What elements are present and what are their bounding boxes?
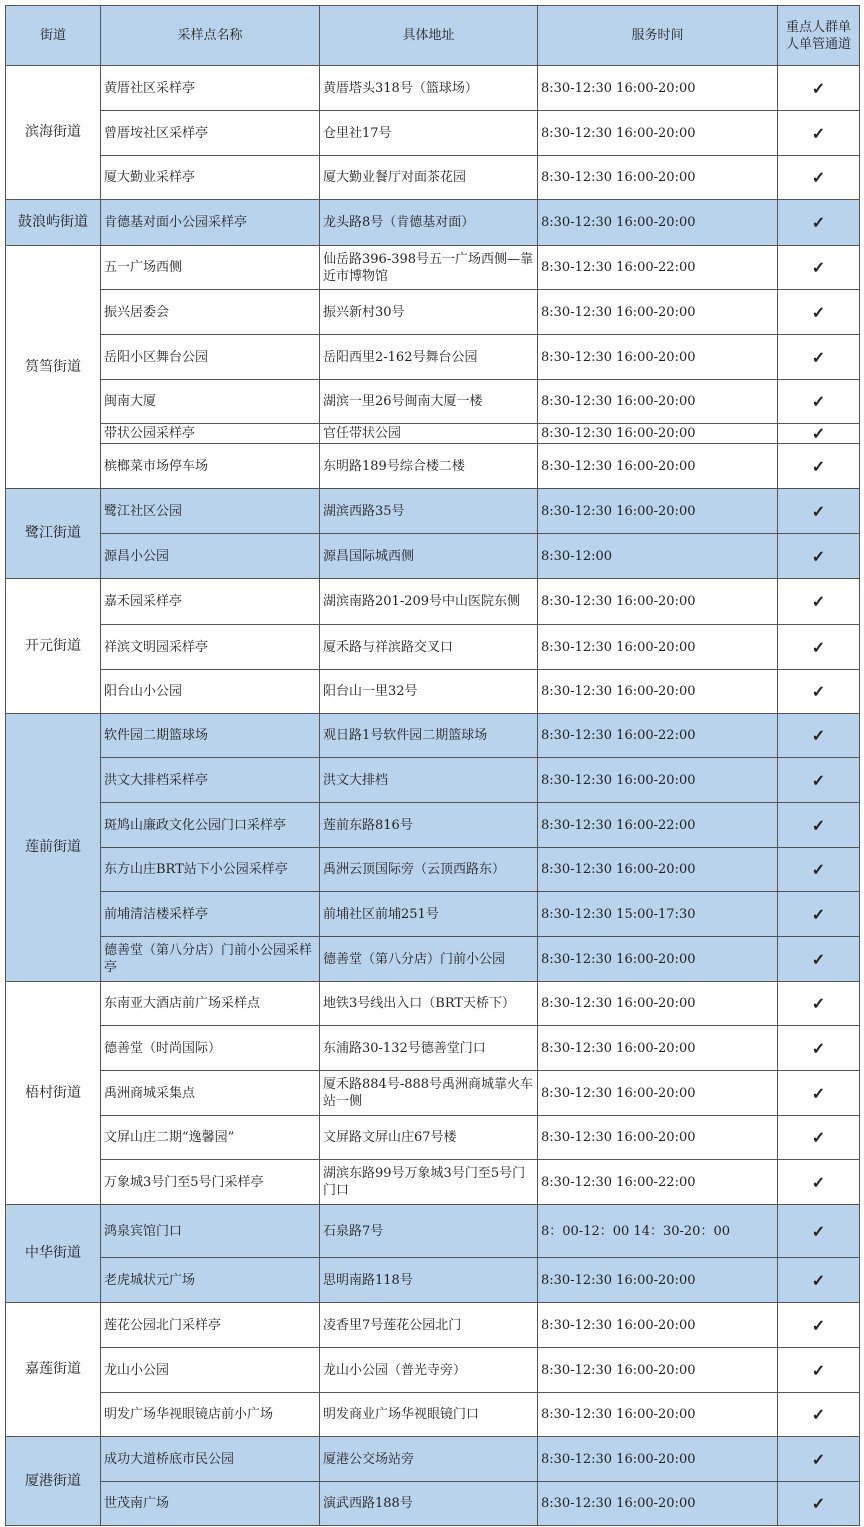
service-time-cell: 8:30-12:30 16:00-20:00 bbox=[538, 758, 778, 803]
service-time-cell: 8:30-12:30 16:00-20:00 bbox=[538, 290, 778, 335]
checkmark-icon: ✓ bbox=[778, 444, 860, 489]
table-row bbox=[6, 1482, 860, 1526]
table-row bbox=[6, 982, 860, 1026]
checkmark-icon: ✓ bbox=[778, 579, 860, 625]
site-name-cell: 明发广场华视眼镜店前小广场 bbox=[101, 1393, 320, 1437]
service-time-cell: 8：00-12：00 14：30-20：00 bbox=[538, 1205, 778, 1258]
checkmark-icon: ✓ bbox=[778, 200, 860, 246]
address-cell: 厦禾路与祥滨路交叉口 bbox=[320, 625, 538, 670]
service-time-cell: 8:30-12:30 16:00-20:00 bbox=[538, 1303, 778, 1348]
service-time-cell: 8:30-12:30 16:00-20:00 bbox=[538, 489, 778, 534]
checkmark-icon: ✓ bbox=[778, 1116, 860, 1160]
service-time-cell: 8:30-12:30 16:00-22:00 bbox=[538, 803, 778, 848]
checkmark-icon: ✓ bbox=[778, 66, 860, 111]
header-service-time: 服务时间 bbox=[538, 6, 778, 66]
service-time-cell: 8:30-12:30 16:00-20:00 bbox=[538, 937, 778, 982]
address-cell: 官任带状公园 bbox=[320, 424, 538, 444]
address-cell: 文屏路文屏山庄67号楼 bbox=[320, 1116, 538, 1160]
checkmark-icon: ✓ bbox=[778, 290, 860, 335]
address-cell: 前埔社区前埔251号 bbox=[320, 892, 538, 937]
checkmark-icon: ✓ bbox=[778, 534, 860, 579]
checkmark-icon: ✓ bbox=[778, 1482, 860, 1526]
site-name-cell: 万象城3号门至5号门采样亭 bbox=[101, 1160, 320, 1205]
address-cell: 观日路1号软件园二期篮球场 bbox=[320, 714, 538, 758]
street-cell: 鼓浪屿街道 bbox=[6, 200, 101, 246]
checkmark-icon: ✓ bbox=[778, 625, 860, 670]
address-cell: 演武西路188号 bbox=[320, 1482, 538, 1526]
checkmark-icon: ✓ bbox=[778, 848, 860, 892]
address-cell: 阳台山一里32号 bbox=[320, 670, 538, 714]
checkmark-icon: ✓ bbox=[778, 892, 860, 937]
site-name-cell: 五一广场西侧 bbox=[101, 246, 320, 290]
service-time-cell: 8:30-12:30 16:00-20:00 bbox=[538, 1393, 778, 1437]
address-cell: 东明路189号综合楼二楼 bbox=[320, 444, 538, 489]
table-row bbox=[6, 1258, 860, 1303]
street-cell: 厦港街道 bbox=[6, 1437, 101, 1526]
service-time-cell: 8:30-12:30 16:00-20:00 bbox=[538, 156, 778, 200]
site-name-cell: 世茂南广场 bbox=[101, 1482, 320, 1526]
service-time-cell: 8:30-12:30 16:00-20:00 bbox=[538, 670, 778, 714]
street-cell: 鹭江街道 bbox=[6, 489, 101, 579]
table-row bbox=[6, 1303, 860, 1348]
checkmark-icon: ✓ bbox=[778, 803, 860, 848]
service-time-cell: 8:30-12:30 16:00-22:00 bbox=[538, 246, 778, 290]
site-name-cell: 德善堂（第八分店）门前小公园采样亭 bbox=[101, 937, 320, 982]
service-time-cell: 8:30-12:30 16:00-22:00 bbox=[538, 714, 778, 758]
service-time-cell: 8:30-12:30 16:00-20:00 bbox=[538, 444, 778, 489]
address-cell: 东浦路30-132号德善堂门口 bbox=[320, 1026, 538, 1071]
table-row bbox=[6, 66, 860, 111]
address-cell: 莲前东路816号 bbox=[320, 803, 538, 848]
address-cell: 厦大勤业餐厅对面茶花园 bbox=[320, 156, 538, 200]
table-row bbox=[6, 444, 860, 489]
checkmark-icon: ✓ bbox=[778, 1071, 860, 1116]
service-time-cell: 8:30-12:30 16:00-20:00 bbox=[538, 982, 778, 1026]
table-row bbox=[6, 380, 860, 424]
table-row bbox=[6, 1026, 860, 1071]
service-time-cell: 8:30-12:30 16:00-20:00 bbox=[538, 848, 778, 892]
table-row bbox=[6, 579, 860, 625]
site-name-cell: 禹洲商城采集点 bbox=[101, 1071, 320, 1116]
address-cell: 龙头路8号（肯德基对面） bbox=[320, 200, 538, 246]
site-name-cell: 黄厝社区采样亭 bbox=[101, 66, 320, 111]
service-time-cell: 8:30-12:30 16:00-20:00 bbox=[538, 1348, 778, 1393]
table-row bbox=[6, 758, 860, 803]
checkmark-icon: ✓ bbox=[778, 335, 860, 380]
table-row bbox=[6, 246, 860, 290]
address-cell: 仓里社17号 bbox=[320, 111, 538, 156]
sampling-site-table-container bbox=[5, 5, 859, 1526]
table-row bbox=[6, 937, 860, 982]
table-row bbox=[6, 1071, 860, 1116]
address-cell: 厦港公交场站旁 bbox=[320, 1437, 538, 1482]
site-name-cell: 鸿泉宾馆门口 bbox=[101, 1205, 320, 1258]
service-time-cell: 8:30-12:30 16:00-20:00 bbox=[538, 1258, 778, 1303]
table-row bbox=[6, 1160, 860, 1205]
header-street: 街道 bbox=[6, 6, 101, 66]
address-cell: 仙岳路396-398号五一广场西侧—靠近市博物馆 bbox=[320, 246, 538, 290]
checkmark-icon: ✓ bbox=[778, 937, 860, 982]
table-row bbox=[6, 156, 860, 200]
header-site-name: 采样点名称 bbox=[101, 6, 320, 66]
service-time-cell: 8:30-12:30 16:00-20:00 bbox=[538, 1026, 778, 1071]
checkmark-icon: ✓ bbox=[778, 489, 860, 534]
site-name-cell: 文屏山庄二期“逸馨园” bbox=[101, 1116, 320, 1160]
service-time-cell: 8:30-12:30 16:00-20:00 bbox=[538, 424, 778, 444]
header-row bbox=[6, 6, 860, 66]
table-row bbox=[6, 290, 860, 335]
street-cell: 莲前街道 bbox=[6, 714, 101, 982]
service-time-cell: 8:30-12:30 15:00-17:30 bbox=[538, 892, 778, 937]
site-name-cell: 东南亚大酒店前广场采样点 bbox=[101, 982, 320, 1026]
service-time-cell: 8:30-12:30 16:00-20:00 bbox=[538, 1482, 778, 1526]
table-row bbox=[6, 803, 860, 848]
service-time-cell: 8:30-12:30 16:00-20:00 bbox=[538, 380, 778, 424]
site-name-cell: 带状公园采样亭 bbox=[101, 424, 320, 444]
header-address: 具体地址 bbox=[320, 6, 538, 66]
checkmark-icon: ✓ bbox=[778, 714, 860, 758]
site-name-cell: 斑鸠山廉政文化公园门口采样亭 bbox=[101, 803, 320, 848]
table-row bbox=[6, 892, 860, 937]
checkmark-icon: ✓ bbox=[778, 1205, 860, 1258]
service-time-cell: 8:30-12:30 16:00-22:00 bbox=[538, 1160, 778, 1205]
site-name-cell: 振兴居委会 bbox=[101, 290, 320, 335]
checkmark-icon: ✓ bbox=[778, 982, 860, 1026]
site-name-cell: 槟榔菜市场停车场 bbox=[101, 444, 320, 489]
table-row bbox=[6, 200, 860, 246]
site-name-cell: 曾厝垵社区采样亭 bbox=[101, 111, 320, 156]
table-row bbox=[6, 848, 860, 892]
site-name-cell: 前埔清洁楼采样亭 bbox=[101, 892, 320, 937]
checkmark-icon: ✓ bbox=[778, 111, 860, 156]
table-row bbox=[6, 534, 860, 579]
checkmark-icon: ✓ bbox=[778, 670, 860, 714]
address-cell: 石泉路7号 bbox=[320, 1205, 538, 1258]
table-row bbox=[6, 1393, 860, 1437]
address-cell: 振兴新村30号 bbox=[320, 290, 538, 335]
checkmark-icon: ✓ bbox=[778, 1160, 860, 1205]
checkmark-icon: ✓ bbox=[778, 1303, 860, 1348]
header-priority-channel: 重点人群单人单管通道 bbox=[778, 6, 860, 66]
site-name-cell: 德善堂（时尚国际） bbox=[101, 1026, 320, 1071]
address-cell: 凌香里7号莲花公园北门 bbox=[320, 1303, 538, 1348]
table-body bbox=[6, 66, 860, 1526]
street-cell: 中华街道 bbox=[6, 1205, 101, 1303]
street-cell: 滨海街道 bbox=[6, 66, 101, 200]
site-name-cell: 祥滨文明园采样亭 bbox=[101, 625, 320, 670]
site-name-cell: 厦大勤业采样亭 bbox=[101, 156, 320, 200]
address-cell: 湖滨南路201-209号中山医院东侧 bbox=[320, 579, 538, 625]
checkmark-icon: ✓ bbox=[778, 1258, 860, 1303]
address-cell: 黄厝塔头318号（篮球场） bbox=[320, 66, 538, 111]
site-name-cell: 洪文大排档采样亭 bbox=[101, 758, 320, 803]
street-cell: 开元街道 bbox=[6, 579, 101, 714]
site-name-cell: 鹭江社区公园 bbox=[101, 489, 320, 534]
table-row bbox=[6, 111, 860, 156]
address-cell: 厦禾路884号-888号禹洲商城靠火车站一侧 bbox=[320, 1071, 538, 1116]
table-row bbox=[6, 489, 860, 534]
table-row bbox=[6, 1437, 860, 1482]
address-cell: 湖滨东路99号万象城3号门至5号门门口 bbox=[320, 1160, 538, 1205]
street-cell: 梧村街道 bbox=[6, 982, 101, 1205]
checkmark-icon: ✓ bbox=[778, 1437, 860, 1482]
site-name-cell: 嘉禾园采样亭 bbox=[101, 579, 320, 625]
table-row bbox=[6, 625, 860, 670]
site-name-cell: 肯德基对面小公园采样亭 bbox=[101, 200, 320, 246]
checkmark-icon: ✓ bbox=[778, 156, 860, 200]
table-row bbox=[6, 670, 860, 714]
address-cell: 禹洲云顶国际旁（云顶西路东） bbox=[320, 848, 538, 892]
site-name-cell: 莲花公园北门采样亭 bbox=[101, 1303, 320, 1348]
address-cell: 源昌国际城西侧 bbox=[320, 534, 538, 579]
service-time-cell: 8:30-12:00 bbox=[538, 534, 778, 579]
table-row bbox=[6, 714, 860, 758]
service-time-cell: 8:30-12:30 16:00-20:00 bbox=[538, 1437, 778, 1482]
address-cell: 洪文大排档 bbox=[320, 758, 538, 803]
site-name-cell: 岳阳小区舞台公园 bbox=[101, 335, 320, 380]
table-row bbox=[6, 335, 860, 380]
site-name-cell: 龙山小公园 bbox=[101, 1348, 320, 1393]
checkmark-icon: ✓ bbox=[778, 424, 860, 444]
address-cell: 龙山小公园（普光寺旁） bbox=[320, 1348, 538, 1393]
service-time-cell: 8:30-12:30 16:00-20:00 bbox=[538, 579, 778, 625]
service-time-cell: 8:30-12:30 16:00-20:00 bbox=[538, 335, 778, 380]
site-name-cell: 阳台山小公园 bbox=[101, 670, 320, 714]
table-row bbox=[6, 1348, 860, 1393]
address-cell: 湖滨一里26号闽南大厦一楼 bbox=[320, 380, 538, 424]
address-cell: 湖滨西路35号 bbox=[320, 489, 538, 534]
service-time-cell: 8:30-12:30 16:00-20:00 bbox=[538, 1071, 778, 1116]
service-time-cell: 8:30-12:30 16:00-20:00 bbox=[538, 66, 778, 111]
service-time-cell: 8:30-12:30 16:00-20:00 bbox=[538, 625, 778, 670]
checkmark-icon: ✓ bbox=[778, 1393, 860, 1437]
table-row bbox=[6, 1205, 860, 1258]
checkmark-icon: ✓ bbox=[778, 758, 860, 803]
table-row bbox=[6, 424, 860, 444]
address-cell: 地铁3号线出入口（BRT天桥下） bbox=[320, 982, 538, 1026]
checkmark-icon: ✓ bbox=[778, 246, 860, 290]
service-time-cell: 8:30-12:30 16:00-20:00 bbox=[538, 200, 778, 246]
street-cell: 筼筜街道 bbox=[6, 246, 101, 489]
sampling-site-table bbox=[5, 5, 860, 1526]
site-name-cell: 东方山庄BRT站下小公园采样亭 bbox=[101, 848, 320, 892]
checkmark-icon: ✓ bbox=[778, 1026, 860, 1071]
address-cell: 明发商业广场华视眼镜门口 bbox=[320, 1393, 538, 1437]
checkmark-icon: ✓ bbox=[778, 1348, 860, 1393]
site-name-cell: 软件园二期篮球场 bbox=[101, 714, 320, 758]
site-name-cell: 老虎城状元广场 bbox=[101, 1258, 320, 1303]
address-cell: 思明南路118号 bbox=[320, 1258, 538, 1303]
address-cell: 岳阳西里2-162号舞台公园 bbox=[320, 335, 538, 380]
address-cell: 德善堂（第八分店）门前小公园 bbox=[320, 937, 538, 982]
site-name-cell: 源昌小公园 bbox=[101, 534, 320, 579]
service-time-cell: 8:30-12:30 16:00-20:00 bbox=[538, 111, 778, 156]
site-name-cell: 成功大道桥底市民公园 bbox=[101, 1437, 320, 1482]
service-time-cell: 8:30-12:30 16:00-20:00 bbox=[538, 1116, 778, 1160]
checkmark-icon: ✓ bbox=[778, 380, 860, 424]
site-name-cell: 闽南大厦 bbox=[101, 380, 320, 424]
table-row bbox=[6, 1116, 860, 1160]
street-cell: 嘉莲街道 bbox=[6, 1303, 101, 1437]
